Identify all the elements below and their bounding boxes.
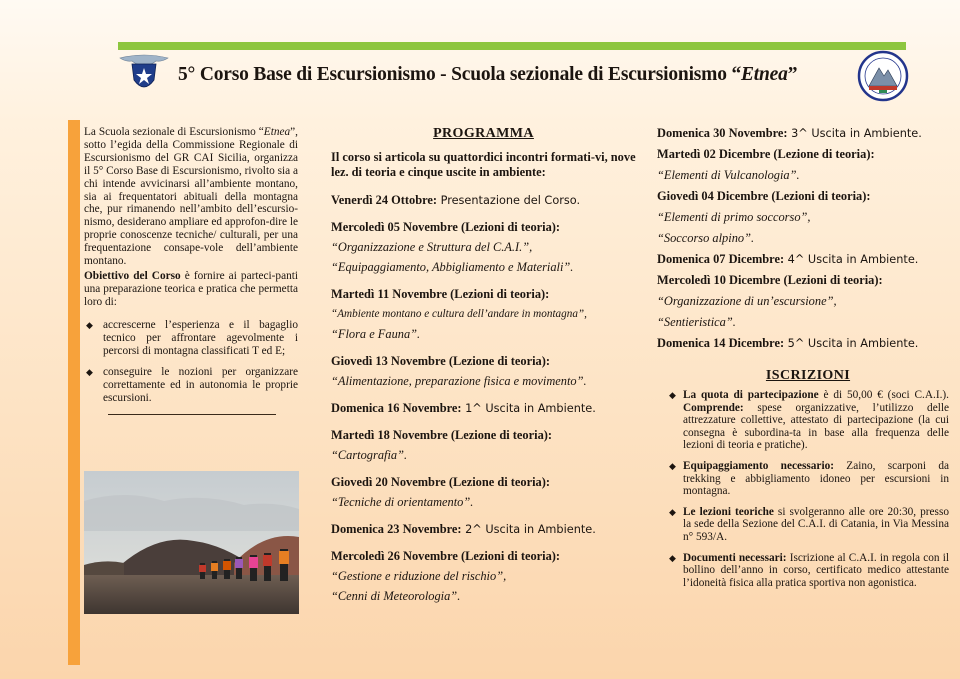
schedule-entry: Domenica 23 Novembre: 2^ Uscita in Ambiente. — [331, 522, 596, 536]
lesson-topic: “Soccorso alpino”. — [657, 231, 755, 245]
schedule-entry: Venerdì 24 Ottobre: Presentazione del Corso. — [331, 193, 581, 207]
objective-list — [84, 319, 298, 405]
lesson-topic: “Elementi di Vulcanologia”. — [657, 168, 800, 182]
schedule-entry: Martedì 02 Dicembre (Lezione di teoria): — [657, 147, 875, 161]
list-item: ◆ Le lezioni teoriche si svolgeranno alle ore 20:30, presso la sede della Sezione del C.A.I. di Catania, in Via Messina n° 593/A. — [669, 505, 949, 543]
list-item: ◆ accrescerne l’esperienza e il bagaglio tecnico per affrontare agevolmente i percorsi di montagna classificati T ed E; — [86, 318, 298, 357]
schedule-entry: Domenica 07 Dicembre: 4^ Uscita in Ambiente. — [657, 252, 919, 266]
schedule-entry: Domenica 30 Novembre: 3^ Uscita in Ambiente. — [657, 126, 922, 140]
schedule-entry: Giovedì 04 Dicembre (Lezioni di teoria): — [657, 189, 871, 203]
lesson-topic: “Organizzazione di un’escursione”, — [657, 294, 837, 308]
divider — [108, 414, 276, 415]
objective-paragraph: Obiettivo del Corso è fornire ai parteci-panti una preparazione teorica e pratica che permetta loro di: — [84, 269, 299, 308]
schedule-entry: Mercoledì 10 Dicembre (Lezioni di teoria): — [657, 273, 883, 287]
page-title: 5° Corso Base di Escursionismo - Scuola sezionale di Escursionismo “Etnea” — [178, 64, 798, 85]
list-item: ◆ La quota di partecipazione è di 50,00 € (soci C.A.I.). Comprende: spese organizzative, l’utilizzo delle attrezzature collettive, attestato di partecipazione (la cui consegna è subordina-ta in base alla frequenza delle lezioni di teoria e pratiche). — [669, 389, 949, 452]
programma-column — [331, 126, 636, 604]
diamond-bullet-icon: ◆ — [86, 367, 93, 378]
list-item: ◆ Documenti necessari: Iscrizione al C.A.I. in regola con il bollino dell’anno in corso, certificato medico attestante l’idoneità fisica alla pratica sportiva non agonistica. — [669, 551, 949, 589]
left-orange-sidebar — [68, 120, 80, 665]
diamond-bullet-icon: ◆ — [669, 390, 676, 400]
schedule-entry: Domenica 16 Novembre: 1^ Uscita in Ambiente. — [331, 401, 596, 415]
intro-column — [84, 126, 298, 415]
diamond-bullet-icon: ◆ — [669, 460, 676, 471]
schedule-entry: Martedì 18 Novembre (Lezione di teoria): “Cartografia”. — [331, 428, 553, 462]
lesson-topic: “Sentieristica”. — [657, 315, 736, 329]
programma-heading: PROGRAMMA — [433, 126, 534, 141]
intro-paragraph: La Scuola sezionale di Escursionismo “Etnea”, sotto l’egida della Commissione Regionale di Escursionismo del GR CAI Sicilia, organizza il 5° Corso Base di Escursionismo, rivolto sia a chi intende avvicinarsi all’ambiente montano, sia ai frequentatori abituali della montagna che, pur rimanendo nell’ambito dell’escursio-nismo, desiderano ampliare ed approfon-dire le proprie conoscenze tecniche/ culturali, per una frequentazione consape-vole dell’ambiente montano. — [84, 126, 298, 268]
cai-logo — [116, 50, 172, 98]
hikers-photo — [84, 471, 299, 614]
diamond-bullet-icon: ◆ — [86, 319, 93, 330]
registration-list — [657, 389, 949, 589]
schedule-entry: Mercoledì 05 Novembre (Lezioni di teoria): “Organizzazione e Struttura del C.A.I.”, “Equipaggiamento, Abbigliamento e Materiali”. — [331, 220, 574, 274]
diamond-bullet-icon: ◆ — [669, 552, 676, 563]
schedule-entry: Giovedì 13 Novembre (Lezione di teoria): “Alimentazione, preparazione fisica e movimento”. — [331, 354, 587, 388]
diamond-bullet-icon: ◆ — [669, 506, 676, 517]
list-item: ◆ conseguire le nozioni per organizzare correttamente ed in autonomia le proprie escursioni. — [86, 366, 298, 405]
programma-lead: Il corso si articola su quattordici incontri formati-vi, nove lez. di teoria e cinque uscite in ambiente: — [331, 150, 636, 179]
schedule-entry: Domenica 14 Dicembre: 5^ Uscita in Ambiente. — [657, 336, 919, 350]
etnea-school-logo — [857, 50, 909, 102]
top-accent-bar — [118, 42, 906, 50]
iscrizioni-heading: ISCRIZIONI — [765, 368, 851, 383]
schedule-entry: Martedì 11 Novembre (Lezioni di teoria): “Ambiente montano e cultura dell’andare in montagna”, “Flora e Fauna”. — [331, 287, 587, 341]
schedule-entry: Mercoledì 26 Novembre (Lezioni di teoria): “Gestione e riduzione del rischio”, “Cenni di Meteorologia”. — [331, 549, 561, 603]
list-item: ◆ Equipaggiamento necessario: Zaino, scarponi da trekking e abbigliamento idoneo per escursioni in montagna. — [669, 459, 949, 498]
schedule-entry: Giovedì 20 Novembre (Lezione di teoria): “Tecniche di orientamento”. — [331, 475, 550, 509]
schedule-and-registration-column — [657, 126, 949, 597]
lesson-topic: “Elementi di primo soccorso”, — [657, 210, 811, 224]
